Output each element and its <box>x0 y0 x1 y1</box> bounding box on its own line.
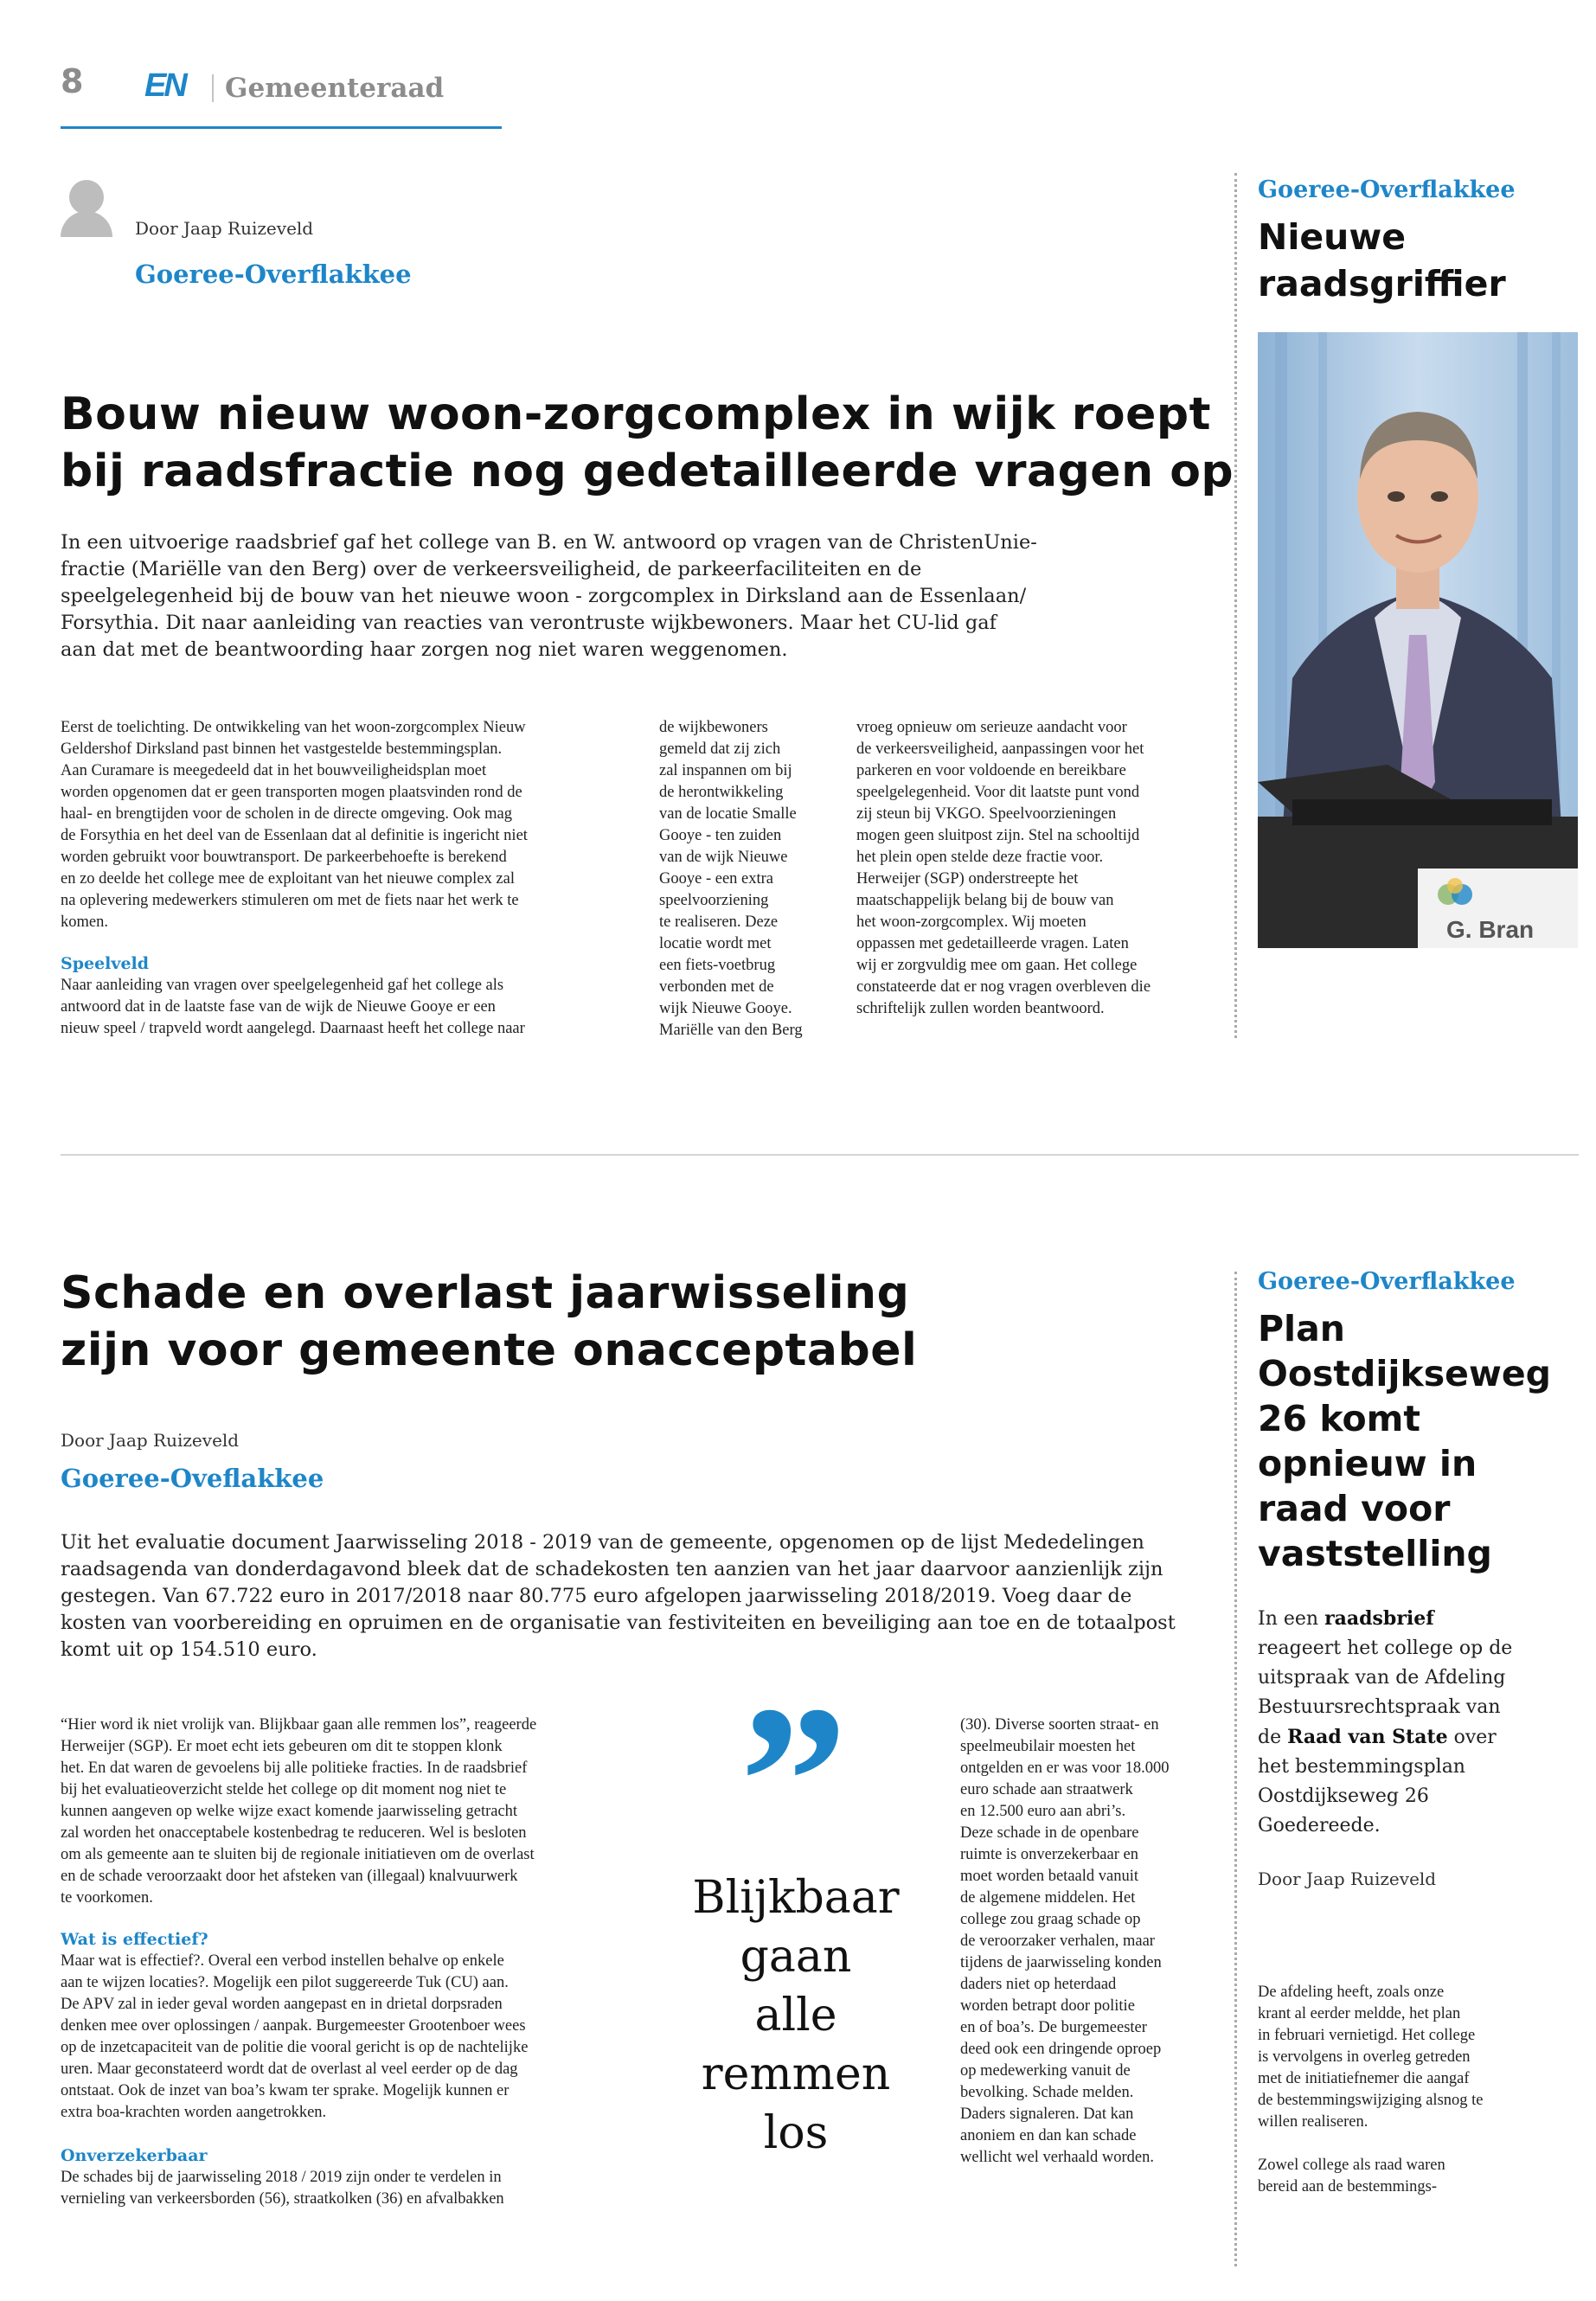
text-line: moet worden betaald vanuit <box>960 1868 1139 1885</box>
intro-line: fractie (Mariëlle van den Berg) over de verkeersveiligheid, de parkeerfaciliteiten en de <box>61 558 922 580</box>
text-line: is vervolgens in overleg getreden <box>1258 2048 1471 2066</box>
text-line: en zo deelde het college mee de exploitant van het nieuwe complex zal <box>61 870 515 888</box>
text-line: worden betrapt door politie <box>960 1997 1135 2015</box>
sidebar2-title-line: vaststelling <box>1258 1533 1492 1574</box>
text-line: willen realiseren. <box>1258 2113 1368 2131</box>
text-line: bereid aan de bestemmings- <box>1258 2178 1438 2195</box>
raadsbrief-link: raadsbrief <box>1324 1607 1434 1630</box>
section-title: Gemeenteraad <box>225 73 445 104</box>
intro-line: In een raadsbrief <box>1258 1607 1434 1630</box>
text-line: de verkeersveiligheid, aanpassingen voor het <box>856 740 1144 758</box>
column-separator <box>1234 1272 1237 2266</box>
text-line: te voorkomen. <box>61 1889 153 1907</box>
text-line: Daders signaleren. Dat kan <box>960 2106 1134 2123</box>
text-line: in februari vernietigd. Het college <box>1258 2027 1476 2044</box>
article2-column1c <box>61 2167 640 2210</box>
text-line: constateerde dat er nog vragen overbleven die <box>856 978 1151 996</box>
text-line: van de wijk Nieuwe <box>659 849 788 866</box>
article1-intro <box>61 529 1081 663</box>
article2-byline: Door Jaap Ruizeveld <box>61 1430 240 1451</box>
text-line: Gooye - ten zuiden <box>659 827 782 844</box>
raad-van-state-text: Raad van State <box>1287 1726 1448 1748</box>
sidebar2-body <box>1258 1982 1578 2198</box>
text-line: speelmeubilair moesten het <box>960 1738 1136 1755</box>
text-line: oppassen met gedetailleerde vragen. Laten <box>856 935 1129 952</box>
text-line: en of boa’s. De burgemeester <box>960 2019 1147 2036</box>
text-line: haal- en brengtijden voor de scholen in de directe omgeving. Ook mag <box>61 805 512 823</box>
intro-line: kosten van voorbereiding en opruimen en de organisatie van festiviteiten en beveiliging aan toe en de totaalpost <box>61 1612 1176 1634</box>
text-line: schriftelijk zullen worden beantwoord. <box>856 1000 1105 1017</box>
text-line: Mariëlle van den Berg <box>659 1022 803 1039</box>
sidebar2-byline: Door Jaap Ruizeveld <box>1258 1868 1437 1889</box>
portrait-illustration <box>1258 332 1578 948</box>
text-line: op medewerking vanuit de <box>960 2062 1131 2080</box>
text-line: van de locatie Smalle <box>659 805 797 823</box>
text-line: komen. <box>61 913 108 931</box>
text-line: de herontwikkeling <box>659 784 784 801</box>
text-line: en 12.500 euro aan abri’s. <box>960 1803 1126 1820</box>
text-line: op de inzetcapaciteit van de politie die vooral gericht is op de nachtelijke <box>61 2039 529 2056</box>
quote-mark-icon: ” <box>740 1662 848 1901</box>
intro-line: reageert het college op de <box>1258 1638 1513 1659</box>
text-line: een fiets-voetbrug <box>659 957 776 974</box>
header-rule <box>61 126 502 129</box>
text-line: deed ook een dringende oproep <box>960 2041 1162 2058</box>
text-line: maatschappelijk belang bij de bouw van <box>856 892 1114 909</box>
article2-column1b <box>61 1951 640 2124</box>
pull-quote <box>679 1868 913 2163</box>
article2-intro <box>61 1529 1228 1663</box>
article2-title-line2: zijn voor gemeente onacceptabel <box>61 1324 918 1376</box>
author-avatar-icon <box>69 180 104 215</box>
text-line: Naar aanleiding van vragen over speelgelegenheid gaf het college als <box>61 977 504 994</box>
intro-line: speelgelegenheid bij de bouw van het nieuwe woon - zorgcomplex in Dirksland aan de Essenlaan/ <box>61 585 1027 607</box>
text-line: het plein open stelde deze fractie voor. <box>856 849 1104 866</box>
sidebar2-title-line: raad voor <box>1258 1488 1451 1529</box>
text-line: aan te wijzen locaties?. Mogelijk een pilot suggereerde Tuk (CU) aan. <box>61 1974 509 1991</box>
pull-quote-line: gaan <box>740 1931 852 1983</box>
article1-title-line2: bij raadsfractie nog gedetailleerde vragen op <box>61 445 1234 497</box>
column-separator <box>1234 173 1237 1038</box>
article1-region: Goeree-Overflakkee <box>135 260 412 289</box>
text-line: Maar wat is effectief?. Overal een verbod instellen behalve op enkele <box>61 1952 504 1970</box>
text-line: uren. Maar geconstateerd wordt dat de overlast al veel eerder op de dag <box>61 2061 518 2078</box>
article2-title-line1: Schade en overlast jaarwisseling <box>61 1267 910 1319</box>
text-line: extra boa-krachten worden aangetrokken. <box>61 2104 327 2121</box>
intro-line: komt uit op 154.510 euro. <box>61 1638 317 1661</box>
text-line: De APV zal in ieder geval worden aangepast en in drietal dorpsraden <box>61 1996 503 2013</box>
text-line: ontgelden en er was voor 18.000 <box>960 1759 1170 1777</box>
intro-line: gestegen. Van 67.722 euro in 2017/2018 naar 80.775 euro afgelopen jaarwisseling 2018/2019. Voeg daar de <box>61 1585 1132 1607</box>
article1-subhead-speelveld: Speelveld <box>61 954 150 973</box>
text-line: te realiseren. Deze <box>659 913 779 931</box>
article1-title-line1: Bouw nieuw woon-zorgcomplex in wijk roept <box>61 388 1211 440</box>
text-line: zij steun bij VKGO. Speelvoorzieningen <box>856 805 1117 823</box>
logo-divider <box>212 74 214 102</box>
raadsgriffier-photo <box>1258 332 1578 948</box>
article2-column3 <box>960 1715 1220 2169</box>
pull-quote-line: Blijkbaar <box>692 1872 900 1924</box>
text-line: het woon-zorgcomplex. Wij moeten <box>856 913 1086 931</box>
intro-line: Oostdijkseweg 26 <box>1258 1785 1429 1807</box>
text-line: Eerst de toelichting. De ontwikkeling van het woon-zorgcomplex Nieuw <box>61 719 526 736</box>
page-number: 8 <box>61 62 84 100</box>
text-line: denken mee over oplossingen / aanpak. Burgemeester Grootenboer wees <box>61 2017 526 2035</box>
text-line: en de schade veroorzaakt door het afsteken van (illegaal) knalvuurwerk <box>61 1868 518 1885</box>
text-line: kunnen aangeven op welke wijze exact komende jaarwisseling getracht <box>61 1803 518 1820</box>
sidebar2-intro <box>1258 1604 1578 1841</box>
text-line: de Forsythia en het deel van de Essenlaan dat al definitie is ingericht niet <box>61 827 528 844</box>
text-line: Geldershof Dirksland past binnen het vastgestelde bestemmingsplan. <box>61 740 503 758</box>
text-line: gemeld dat zij zich <box>659 740 781 758</box>
sidebar2-region: Goeree-Overflakkee <box>1258 1268 1516 1295</box>
text-line: (30). Diverse soorten straat- en <box>960 1716 1159 1734</box>
intro-line: uitspraak van de Afdeling <box>1258 1667 1506 1689</box>
text-line: Herweijer (SGP) onderstreepte het <box>856 870 1079 888</box>
sidebar2-title-line: Plan <box>1258 1308 1345 1349</box>
text-line: antwoord dat in de laatste fase van de wijk de Nieuwe Gooye er een <box>61 998 496 1016</box>
publication-logo: EN <box>144 67 185 104</box>
text-line: De afdeling heeft, zoals onze <box>1258 1984 1445 2001</box>
text-line: speelgelegenheid. Voor dit laatste punt vond <box>856 784 1140 801</box>
text-line: vroeg opnieuw om serieuze aandacht voor <box>856 719 1127 736</box>
text-line: speelvoorziening <box>659 892 769 909</box>
text-line: vernieling van verkeersborden (56), straatkolken (36) en afvalbakken <box>61 2190 504 2208</box>
pull-quote-line: remmen <box>701 2048 891 2100</box>
text-line: de wijkbewoners <box>659 719 768 736</box>
text-line: De schades bij de jaarwisseling 2018 / 2019 zijn onder te verdelen in <box>61 2169 502 2186</box>
text-line: bij het evaluatieoverzicht stelde het college op dit moment nog niet te <box>61 1781 507 1798</box>
text-line: zal worden het onacceptabele kostenbedrag te reduceren. Wel is besloten <box>61 1824 527 1842</box>
text-line: parkeren en voor voldoende en bereikbare <box>856 762 1126 779</box>
intro-line: Bestuursrechtspraak van <box>1258 1696 1501 1718</box>
intro-line: Goedereede. <box>1258 1815 1381 1836</box>
text-line: Aan Curamare is meegedeeld dat in het bouwveiligheidsplan moet <box>61 762 487 779</box>
article2-region: Goeree-Oveflakkee <box>61 1464 324 1493</box>
article2-subhead-onverzekerbaar: Onverzekerbaar <box>61 2146 208 2165</box>
text-line: daders niet op heterdaad <box>960 1976 1117 1993</box>
sidebar2-title-line: opnieuw in <box>1258 1443 1477 1484</box>
intro-line: Uit het evaluatie document Jaarwisseling 2018 - 2019 van de gemeente, opgenomen op de lijst Mededelingen <box>61 1531 1144 1554</box>
text-line: wellicht wel verhaald worden. <box>960 2149 1154 2166</box>
sidebar2-title-line: Oostdijkseweg <box>1258 1353 1551 1394</box>
text-line: wijk Nieuwe Gooye. <box>659 1000 792 1017</box>
text-line: om als gemeente aan te sluiten bij de regionale initiatieven om de overlast <box>61 1846 535 1863</box>
text-line: de bestemmingswijziging alsnog te <box>1258 2092 1484 2109</box>
article2-subhead-effectief: Wat is effectief? <box>61 1930 208 1949</box>
text-line: Herweijer (SGP). Er moet echt iets gebeuren om dit te stoppen klonk <box>61 1738 503 1755</box>
article1-column1 <box>61 717 631 933</box>
text-line: ontstaat. Ook de inzet van boa’s kwam ter sprake. Mogelijk kunnen er <box>61 2082 510 2099</box>
intro-line: het bestemmingsplan <box>1258 1756 1465 1778</box>
text-line: met de initiatiefnemer die aangaf <box>1258 2070 1470 2087</box>
text-line: worden opgenomen dat er geen transporten mogen plaatsvinden rond de <box>61 784 522 801</box>
intro-line: In een uitvoerige raadsbrief gaf het college van B. en W. antwoord op vragen van de ChristenUnie- <box>61 531 1037 554</box>
text-line: Deze schade in de openbare <box>960 1824 1139 1842</box>
text-line: na oplevering medewerkers stimuleren om met de fiets naar het werk te <box>61 892 519 909</box>
text-line: anoniem en dan kan schade <box>960 2127 1137 2144</box>
text-line: euro schade aan straatwerk <box>960 1781 1133 1798</box>
text-line: krant al eerder meldde, het plan <box>1258 2005 1461 2022</box>
text-line: wij er zorgvuldig mee om gaan. Het college <box>856 957 1138 974</box>
intro-line: aan dat met de beantwoording haar zorgen nog niet waren weggenomen. <box>61 638 788 661</box>
pull-quote-line: los <box>763 2107 829 2159</box>
intro-line: de Raad van State over <box>1258 1726 1497 1748</box>
nameplate-text: G. Bran <box>1446 916 1535 943</box>
text-line: zal inspannen om bij <box>659 762 792 779</box>
text-line: nieuw speel / trapveld wordt aangelegd. Daarnaast heeft het college naar <box>61 1020 525 1037</box>
text-line: worden gebruikt voor bouwtransport. De parkeerbehoefte is berekend <box>61 849 507 866</box>
text-line: Gooye - een extra <box>659 870 774 888</box>
text-line: tijdens de jaarwisseling konden <box>960 1954 1162 1971</box>
pull-quote-line: alle <box>754 1990 837 2041</box>
intro-line: Forsythia. Dit naar aanleiding van reacties van verontruste wijkbewoners. Maar het CU-lid gaf <box>61 612 997 634</box>
sidebar1-region: Goeree-Overflakkee <box>1258 176 1516 203</box>
sidebar2-title <box>1258 1306 1551 1576</box>
text-line <box>1258 2133 1578 2155</box>
text-line: “Hier word ik niet vrolijk van. Blijkbaar gaan alle remmen los”, reageerde <box>61 1716 537 1734</box>
article1-column2 <box>659 717 841 1042</box>
intro-line: raadsagenda van donderdagavond bleek dat de schadekosten ten aanzien van het jaar daarvoor aanzienlijk zijn <box>61 1558 1163 1580</box>
article2-column1 <box>61 1715 640 1909</box>
article1-byline: Door Jaap Ruizeveld <box>135 218 314 239</box>
article-divider <box>61 1154 1579 1156</box>
sidebar1-title-line2: raadsgriffier <box>1258 263 1506 304</box>
article1-column3 <box>856 717 1220 1020</box>
text-line: verbonden met de <box>659 978 774 996</box>
text-line: de algemene middelen. Het <box>960 1889 1136 1907</box>
text-line: mogen geen sluitpost zijn. Stel na schooltijd <box>856 827 1140 844</box>
text-line: het. En dat waren de gevoelens bij alle politieke fracties. In de raadsbrief <box>61 1759 528 1777</box>
text-line: de veroorzaker verhalen, maar <box>960 1932 1155 1950</box>
sidebar2-title-line: 26 komt <box>1258 1398 1420 1439</box>
text-line: Zowel college als raad waren <box>1258 2157 1445 2174</box>
sidebar1-title-line1: Nieuwe <box>1258 216 1407 258</box>
author-avatar-body <box>61 211 112 237</box>
text-line: locatie wordt met <box>659 935 772 952</box>
article1-column1b <box>61 975 631 1040</box>
text-line: college zou graag schade op <box>960 1911 1141 1928</box>
text-line: bevolking. Schade melden. <box>960 2084 1134 2101</box>
text-line: ruimte is onverzekerbaar en <box>960 1846 1138 1863</box>
